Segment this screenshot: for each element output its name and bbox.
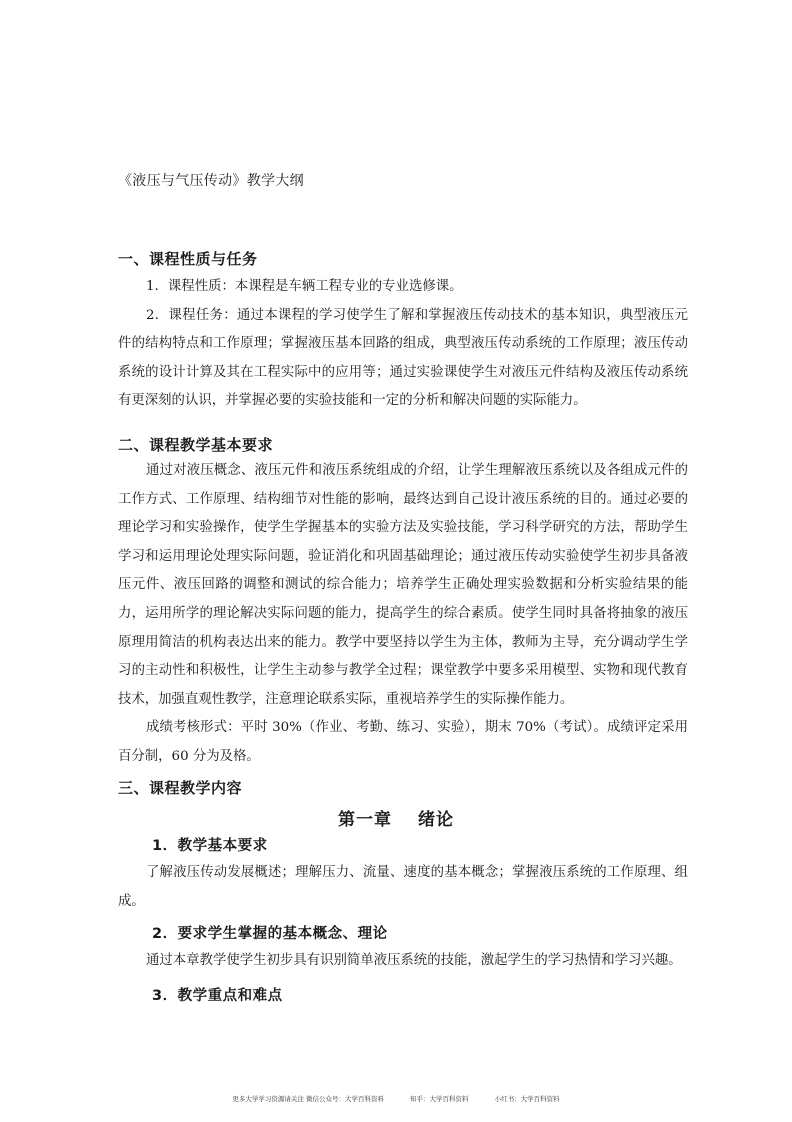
chapter-sub-text-1: 了解液压传动发展概述；理解压力、流量、速度的基本概念；掌握液压系统的工作原理、组成。 bbox=[118, 865, 688, 909]
section-heading-2: 二、课程教学基本要求 bbox=[118, 436, 274, 454]
chapter-1-content bbox=[118, 834, 688, 1005]
page-footer bbox=[0, 1094, 792, 1103]
chapter-sub-heading-1: 1．教学基本要求 bbox=[152, 838, 268, 854]
chapter-sub-text-2: 通过本章教学使学生初步具有识别简单液压系统的技能，激起学生的学习热情和学习兴趣。 bbox=[146, 953, 682, 969]
course-task-item: 2．课程任务：通过本课程的学习使学生了解和掌握液压传动技术的基本知识，典型液压元件的结构特点和工作原理；掌握液压基本回路的组成，典型液压传动系统的工作原理；液压传动系统的设计计算及其在工程实际中的应用等；通过实验课使学生对液压元件结构及液压传动系统有更深刻的认识，并掌握必要的实验技能和一定的分析和解决问题的实际能力。 bbox=[118, 307, 688, 409]
document-title: 《液压与气压传动》教学大纲 bbox=[118, 173, 304, 189]
section-heading-3: 三、课程教学内容 bbox=[118, 779, 243, 797]
section-heading-1: 一、课程性质与任务 bbox=[118, 250, 258, 268]
course-nature-item: 1．课程性质：本课程是车辆工程专业的专业选修课。 bbox=[146, 279, 463, 294]
section-course-nature bbox=[118, 248, 688, 416]
footer-zhihu: 知乎：大学百科资料 bbox=[410, 1095, 469, 1103]
chapter-sub-heading-3: 3．教学重点和难点 bbox=[152, 987, 283, 1004]
chapter-sub-heading-2: 2．要求学生掌握的基本概念、理论 bbox=[152, 926, 388, 943]
footer-wechat: 更多大学学习资源请关注 微信公众号：大学百科资料 bbox=[232, 1095, 384, 1103]
assessment-paragraph: 成绩考核形式：平时 30%（作业、考勤、练习、实验），期末 70%（考试）。成绩评定采用百分制，60 分为及格。 bbox=[118, 720, 688, 764]
section-teaching-content bbox=[118, 777, 688, 798]
section-basic-requirements bbox=[118, 434, 688, 772]
chapter-number: 第一章 bbox=[338, 810, 392, 830]
chapter-title bbox=[0, 805, 792, 830]
chapter-name: 绪论 bbox=[418, 810, 454, 830]
requirements-paragraph: 通过对液压概念、液压元件和液压系统组成的介绍，让学生理解液压系统以及各组成元件的工作方式、工作原理、结构细节对性能的影响，最终达到自己设计液压系统的目的。通过必要的理论学习和实验操作，使学生学握基本的实验方法及实验技能，学习科学研究的方法，帮助学生学习和运用理论处理实际问题，验证消化和巩固基础理论；通过液压传动实验使学生初步具备液压元件、液压回路的调整和测试的综合能力；培养学生正确处理实验数据和分析实验结果的能力，运用所学的理论解决实际问题的能力，提高学生的综合素质。使学生同时具备将抽象的液压原理用简洁的机构表达出来的能力。教学中要坚持以学生为主体，教师为主导，充分调动学生学习的主动性和积极性，让学生主动参与教学全过程；课堂教学中要多采用模型、实物和现代教育技术，加强直观性教学，注意理论联系实际，重视培养学生的实际操作能力。 bbox=[118, 463, 688, 707]
footer-xiaohongshu: 小红书：大学百科资料 bbox=[494, 1095, 560, 1103]
